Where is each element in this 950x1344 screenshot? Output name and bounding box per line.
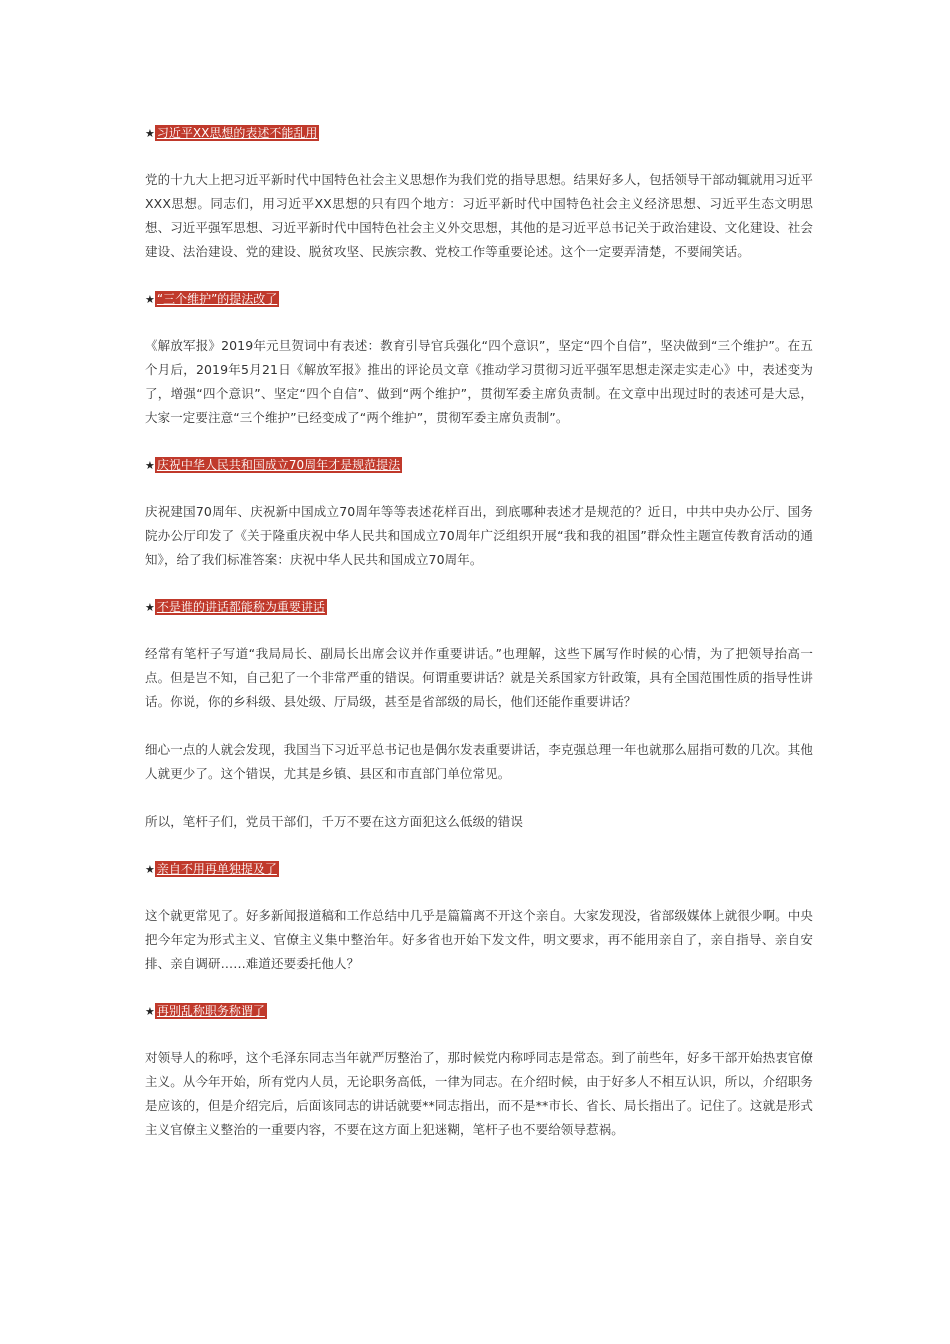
section-heading-label: 亲自不用再单独提及了 (156, 862, 277, 876)
star-icon: ★ (145, 1005, 155, 1018)
paragraph: 这个就更常见了。好多新闻报道稿和工作总结中几乎是篇篇离不开这个亲自。大家发现没，省部级媒体上就很少啊。中央把今年定为形式主义、官僚主义集中整治年。好多省也开始下发文件，明文要求，再不能用亲自了，亲自指导、亲自安排、亲自调研……难道还要委托他人？ (145, 908, 813, 971)
section-5 (145, 858, 813, 976)
section-heading-label: 习近平XX思想的表述不能乱用 (156, 126, 318, 140)
star-icon: ★ (145, 127, 155, 140)
section-heading (145, 454, 813, 476)
paragraph: 经常有笔杆子写道“我局局长、副局长出席会议并作重要讲话。”也理解，这些下属写作时候的心情，为了把领导抬高一点。但是岂不知，自己犯了一个非常严重的错误。何谓重要讲话？就是关系国家方针政策，具有全国范围性质的指导性讲话。你说，你的乡科级、县处级、厅局级，甚至是省部级的局长，他们还能作重要讲话？ (145, 646, 813, 709)
section-heading (145, 288, 813, 310)
section-heading (145, 596, 813, 618)
paragraph: 所以，笔杆子们，党员干部们，千万不要在这方面犯这么低级的错误 (145, 814, 524, 829)
paragraph: 细心一点的人就会发现，我国当下习近平总书记也是偶尔发表重要讲话，李克强总理一年也就那么屈指可数的几次。其他人就更少了。这个错误，尤其是乡镇、县区和市直部门单位常见。 (145, 742, 813, 781)
section-heading-label: 不是谁的讲话都能称为重要讲话 (156, 600, 325, 614)
section-1 (145, 122, 813, 264)
section-heading (145, 858, 813, 880)
section-heading (145, 1000, 813, 1022)
section-4 (145, 596, 813, 834)
section-2 (145, 288, 813, 430)
star-icon: ★ (145, 863, 155, 876)
paragraph: 《解放军报》2019年元旦贺词中有表述：教育引导官兵强化“四个意识”，坚定“四个自信”，坚决做到“三个维护”。在五个月后，2019年5月21日《解放军报》推出的评论员文章《推动学习贯彻习近平强军思想走深走实走心》中，表述变为了，增强“四个意识”、坚定“四个自信”、做到“两个维护”，贯彻军委主席负责制。在文章中出现过时的表述可是大忌，大家一定要注意“三个维护”已经变成了“两个维护”，贯彻军委主席负责制”。 (145, 338, 813, 425)
article-body (145, 122, 813, 1166)
paragraph: 庆祝建国70周年、庆祝新中国成立70周年等等表述花样百出，到底哪种表述才是规范的？近日，中共中央办公厅、国务院办公厅印发了《关于隆重庆祝中华人民共和国成立70周年广泛组织开展“我和我的祖国”群众性主题宣传教育活动的通知》，给了我们标准答案：庆祝中华人民共和国成立70周年。 (145, 504, 813, 567)
section-heading-label: 再别乱称职务称谓了 (156, 1004, 265, 1018)
paragraph: 对领导人的称呼，这个毛泽东同志当年就严厉整治了，那时候党内称呼同志是常态。到了前些年，好多干部开始热衷官僚主义。从今年开始，所有党内人员，无论职务高低，一律为同志。在介绍时候，由于好多人不相互认识，所以，介绍职务是应该的，但是介绍完后，后面该同志的讲话就要**同志指出，而不是**市长、省长、局长指出了。记住了。这就是形式主义官僚主义整治的一重要内容，不要在这方面上犯迷糊，笔杆子也不要给领导惹祸。 (145, 1050, 814, 1137)
star-icon: ★ (145, 601, 155, 614)
section-6 (145, 1000, 813, 1142)
section-3 (145, 454, 813, 572)
section-heading-label: 庆祝中华人民共和国成立70周年才是规范提法 (156, 458, 401, 472)
star-icon: ★ (145, 459, 155, 472)
star-icon: ★ (145, 293, 155, 306)
section-heading-label: “三个维护”的提法改了 (156, 292, 278, 306)
section-heading (145, 122, 813, 144)
paragraph: 党的十九大上把习近平新时代中国特色社会主义思想作为我们党的指导思想。结果好多人，包括领导干部动辄就用习近平XXX思想。同志们，用习近平XX思想的只有四个地方：习近平新时代中国特色社会主义经济思想、习近平生态文明思想、习近平强军思想、习近平新时代中国特色社会主义外交思想，其他的是习近平总书记关于政治建设、文化建设、社会建设、法治建设、党的建设、脱贫攻坚、民族宗教、党校工作等重要论述。这个一定要弄清楚，不要闹笑话。 (145, 172, 813, 259)
